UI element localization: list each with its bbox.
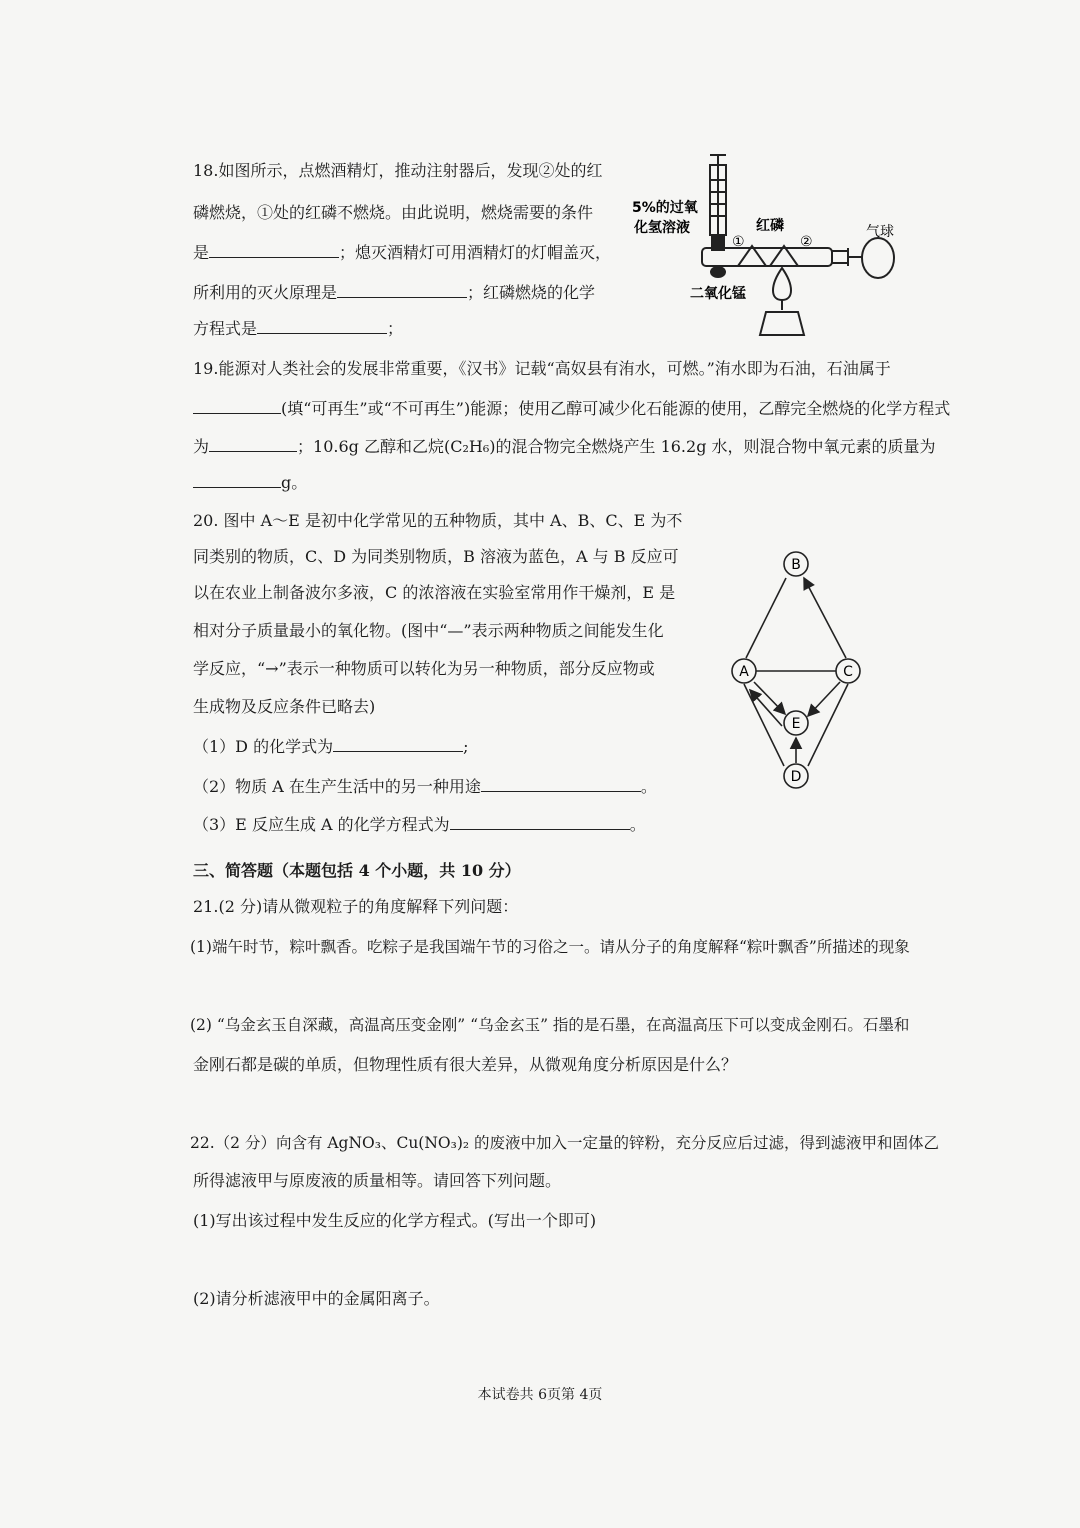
answer-blank[interactable]	[481, 777, 641, 792]
q19-line3-text: ；10.6g 乙醇和乙烷(C₂H₆)的混合物完全燃烧产生 16.2g 水，则混合物中氧元素的质量为	[297, 437, 936, 456]
q20-sub1-end: ;	[463, 737, 469, 756]
q18-line2: 磷燃烧，①处的红磷不燃烧。由此说明，燃烧需要的条件	[193, 203, 594, 222]
q18-line3-start: 是	[193, 243, 210, 262]
q22-line3: (1)写出该过程中发生反应的化学方程式。(写出一个即可)	[193, 1211, 597, 1230]
q20-sub2-end: 。	[640, 777, 657, 796]
page-footer: 本试卷共 6页第 4页	[477, 1387, 603, 1403]
q19-line4-text: g。	[281, 473, 308, 492]
q20-line1: 20. 图中 A～E 是初中化学常见的五种物质，其中 A、B、C、E 为不	[193, 511, 683, 530]
answer-blank[interactable]	[333, 737, 463, 752]
node-c-label: C	[843, 664, 853, 680]
mno2-icon	[710, 266, 726, 278]
q19-line1: 19.能源对人类社会的发展非常重要，《汉书》记载“高奴县有洧水，可燃。”洧水即为石油，石油属于	[193, 359, 891, 378]
edge-c-d	[808, 684, 848, 766]
q21-line1: 21.(2 分)请从微观粒子的角度解释下列问题：	[193, 897, 519, 916]
h2o2-label-1: 5%的过氧	[632, 200, 698, 216]
answer-blank[interactable]	[450, 815, 630, 830]
answer-blank[interactable]	[209, 437, 297, 452]
q18-line3	[193, 242, 611, 264]
q20-line2: 同类别的物质，C、D 为同类别物质，B 溶液为蓝色，A 与 B 反应可	[193, 547, 679, 566]
q19-line2	[193, 398, 950, 420]
answer-blank[interactable]	[257, 319, 387, 334]
q18-line5	[193, 318, 403, 340]
mno2-label: 二氧化锰	[690, 286, 746, 302]
section-heading: 三、简答题（本题包括 4 个小题，共 10 分）	[193, 861, 521, 880]
q22-line4: (2)请分析滤液甲中的金属阳离子。	[193, 1289, 440, 1308]
q22-line2: 所得滤液甲与原废液的质量相等。请回答下列问题。	[193, 1171, 562, 1190]
edge-a-to-e	[754, 682, 785, 714]
q19-line2-text: (填“可再生”或“不可再生”)能源；使用乙醇可减少化石能源的使用，乙醇完全燃烧的化学方程式	[281, 399, 951, 418]
balloon-label: 气球	[866, 224, 894, 240]
q20-line3: 以在农业上制备波尔多液，C 的浓溶液在实验室常用作干燥剂，E 是	[193, 583, 676, 602]
q21-line4: 金刚石都是碳的单质，但物理性质有很大差异，从微观角度分析原因是什么？	[193, 1055, 738, 1074]
node-d-label: D	[790, 769, 802, 785]
q20-sub3	[193, 814, 646, 836]
q20-sub3-text: （3）E 反应生成 A 的化学方程式为	[193, 815, 450, 834]
answer-blank[interactable]	[337, 283, 467, 298]
q20-line4: 相对分子质量最小的氧化物。(图中“—”表示两种物质之间能发生化	[193, 621, 664, 640]
balloon-icon	[862, 238, 894, 278]
answer-blank[interactable]	[193, 399, 281, 414]
q18-line4	[193, 282, 595, 304]
position-1-label: ①	[732, 234, 745, 250]
h2o2-label-2: 化氢溶液	[634, 220, 690, 236]
q18-line1: 18.如图所示，点燃酒精灯，推动注射器后，发现②处的红	[193, 161, 603, 180]
edge-a-d	[744, 684, 784, 766]
node-a-label: A	[739, 664, 749, 680]
q20-sub2	[193, 776, 657, 798]
answer-blank[interactable]	[209, 243, 339, 258]
q18-line3-end: ；熄灭酒精灯可用酒精灯的灯帽盖灭，	[339, 243, 612, 262]
q19-line3-start: 为	[193, 437, 210, 456]
q20-line6: 生成物及反应条件已略去)	[193, 697, 376, 716]
edge-c-to-b	[804, 578, 846, 658]
node-e-label: E	[791, 716, 801, 732]
q20-sub2-text: （2）物质 A 在生产生活中的另一种用途	[193, 777, 481, 796]
q20-sub3-end: 。	[629, 815, 646, 834]
q18-line4-end: ；红磷燃烧的化学	[467, 283, 596, 302]
q18-line5-end: ；	[387, 319, 404, 338]
q22-line1: 22.（2 分）向含有 AgNO₃、Cu(NO₃)₂ 的废液中加入一定量的锌粉，充分反应后过滤，得到滤液甲和固体乙	[190, 1134, 940, 1152]
edge-a-b	[746, 578, 786, 658]
position-2-label: ②	[800, 234, 813, 250]
q20-sub1-text: （1）D 的化学式为	[193, 737, 334, 756]
q21-line3: (2) “乌金玄玉自深藏，高温高压变金刚” “乌金玄玉” 指的是石墨，在高温高压下可以变成金刚石。石墨和	[190, 1016, 910, 1034]
q19-line3	[193, 436, 936, 458]
q20-line5: 学反应，“→”表示一种物质可以转化为另一种物质，部分反应物或	[193, 659, 655, 678]
alcohol-lamp-icon	[760, 268, 804, 335]
answer-blank[interactable]	[193, 473, 281, 488]
reaction-diagram	[720, 540, 880, 800]
glass-tube-icon	[702, 248, 862, 266]
q18-line4-start: 所利用的灭火原理是	[193, 283, 338, 302]
q21-line2: (1)端午时节，粽叶飘香。吃粽子是我国端午节的习俗之一。请从分子的角度解释“粽叶飘香”所描述的现象	[190, 938, 910, 956]
q18-line5-start: 方程式是	[193, 319, 258, 338]
node-b-label: B	[791, 557, 801, 573]
q19-line4	[193, 472, 307, 494]
apparatus-diagram	[620, 150, 920, 340]
syringe-icon	[710, 155, 726, 250]
q20-sub1	[193, 736, 469, 758]
phosphorus-label: 红磷	[756, 218, 784, 234]
